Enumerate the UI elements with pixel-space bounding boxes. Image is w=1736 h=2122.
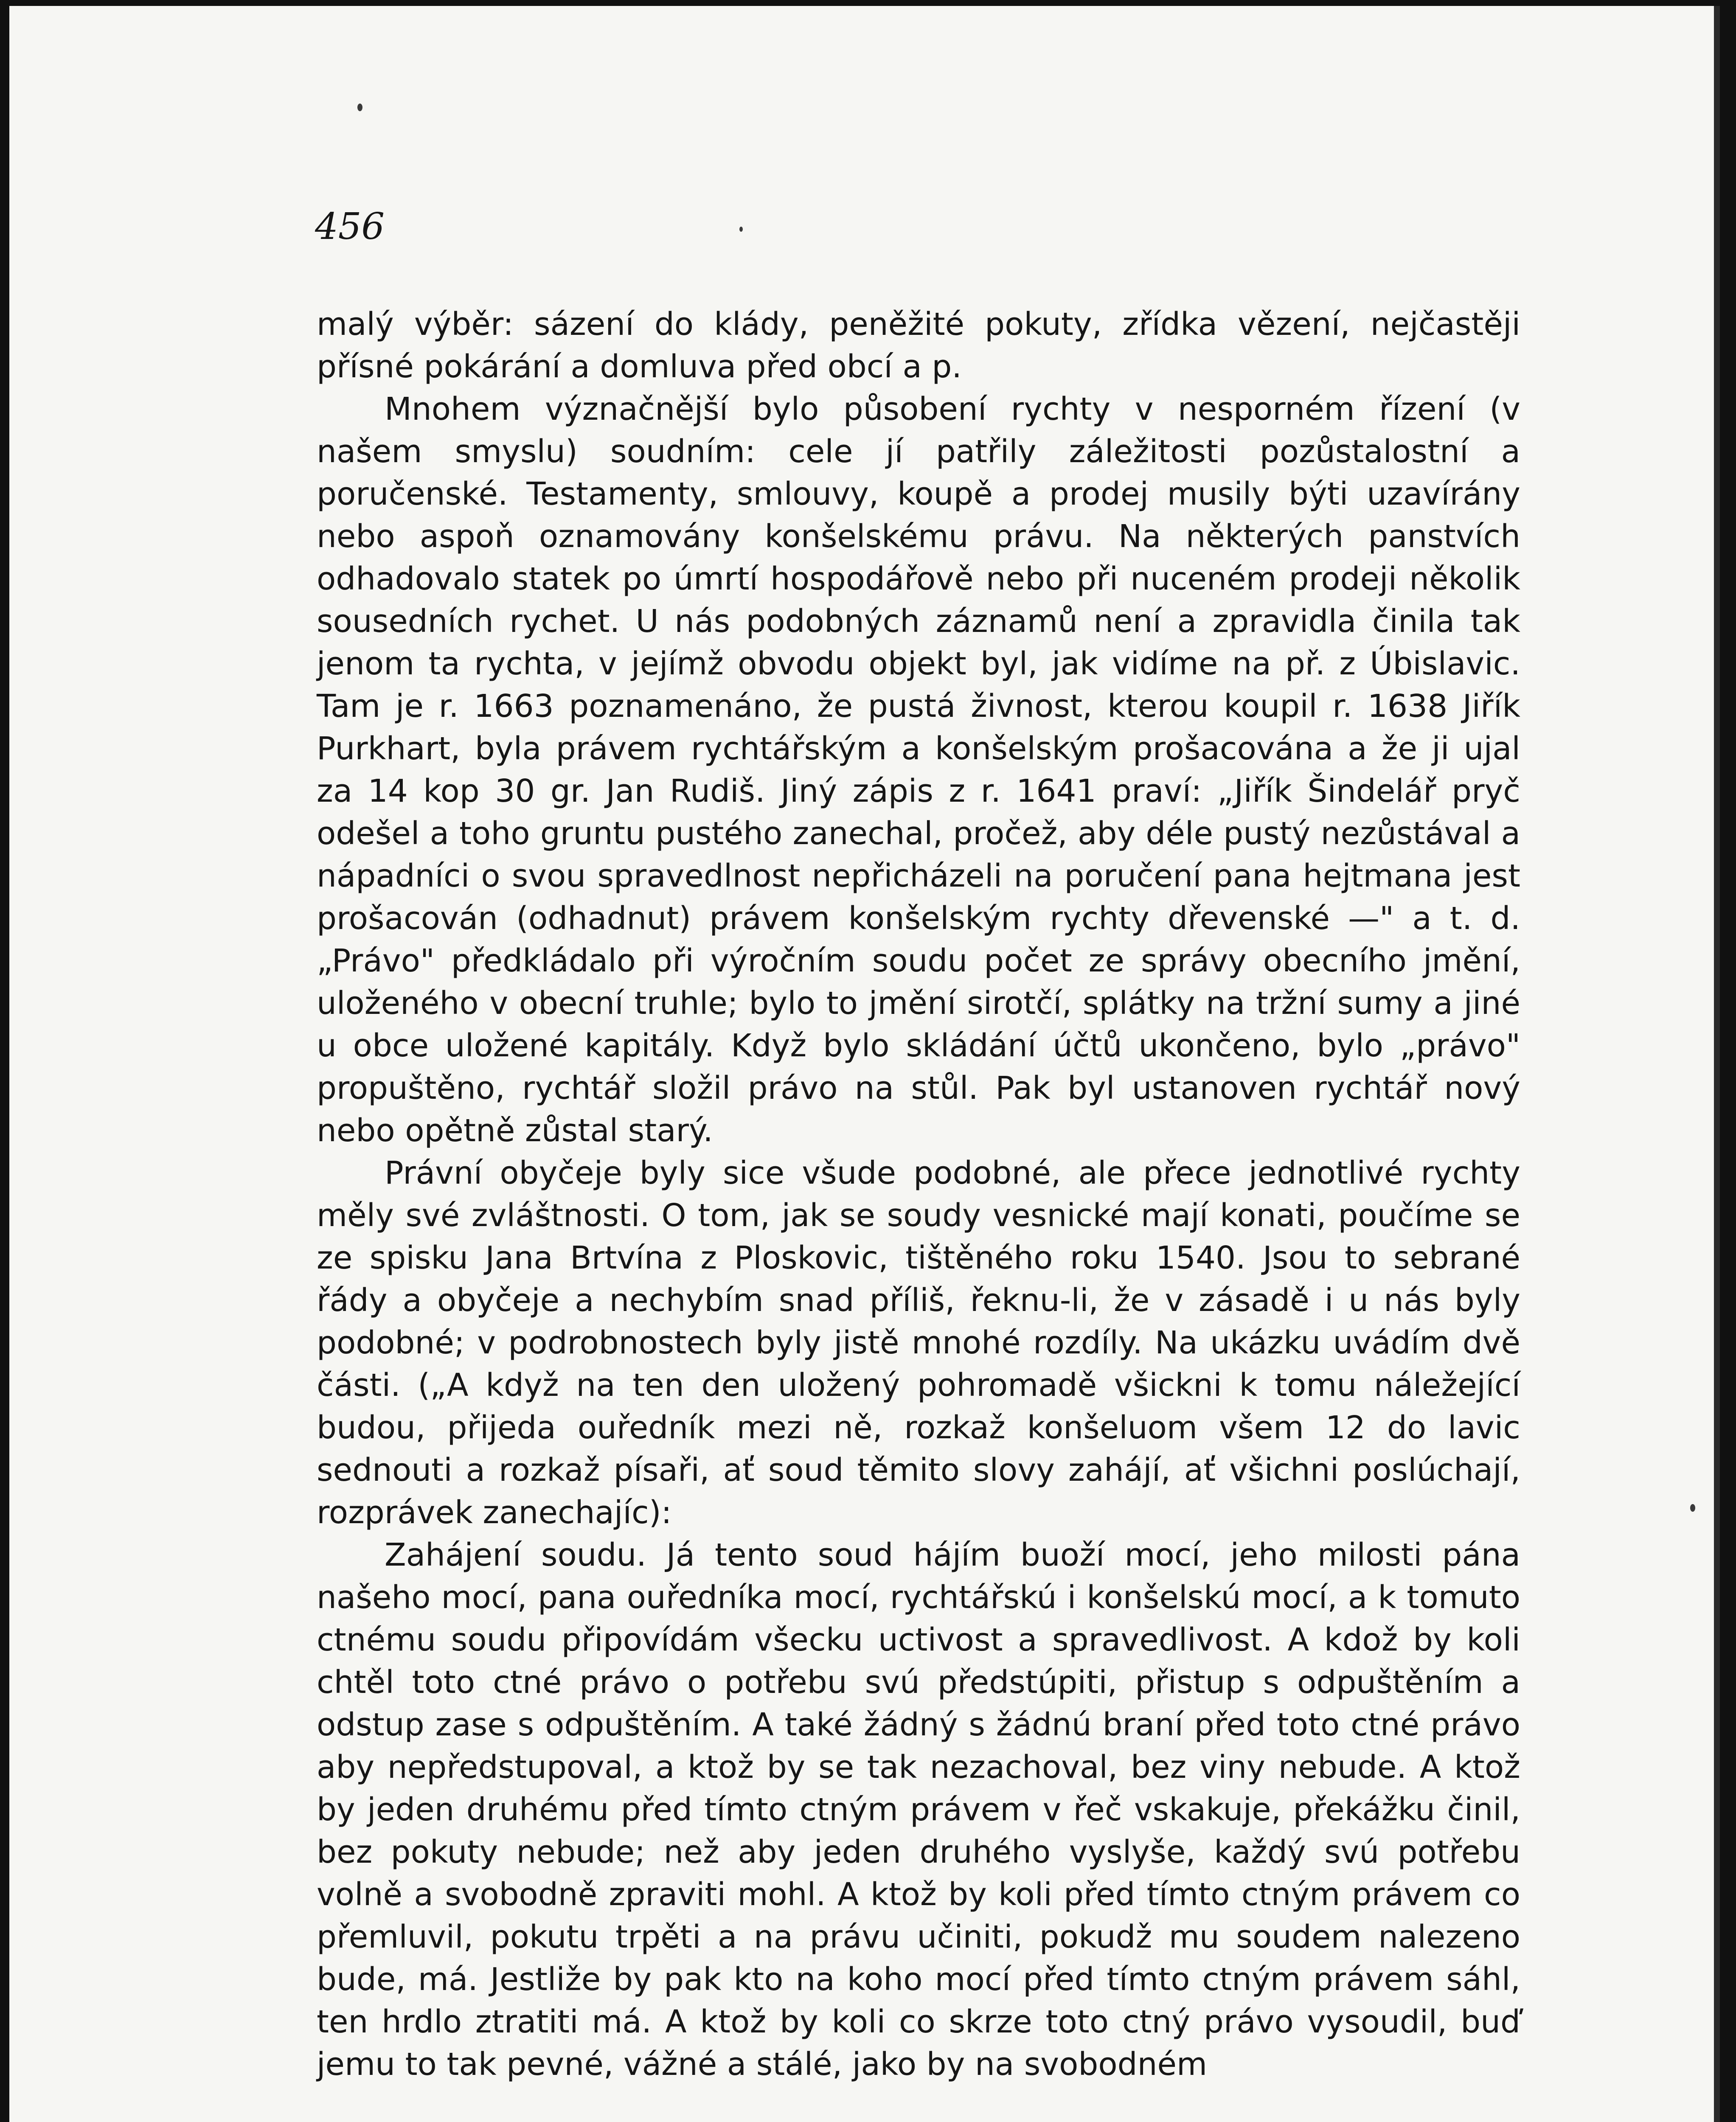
paragraph: malý výběr: sázení do klády, peněžité pokuty, zřídka vězení, nejčastěji přísné pokárání a domluva před obcí a p. [317,306,1520,385]
scan-speck [1690,1504,1695,1512]
page-number: 456 [315,205,385,248]
paragraph: Mnohem význačnější bylo působení rychty v nesporném řízení (v našem smyslu) soudním: cele jí patřily záležitosti pozůstalostní a poručenské. Testamenty, smlouvy, koupě a prodej musily býti uzavírány nebo aspoň oznamovány konšelskému právu. Na některých panstvích odhadovalo statek po úmrtí hospodářově nebo při nuceném prodeji několik sousedních rychet. U nás podobných záznamů není a zpravidla činila tak jenom ta rychta, v jejímž obvodu objekt byl, jak vidíme na př. z Úbislavic. Tam je r. 1663 poznamenáno, že pustá živnost, kterou koupil r. 1638 Jiřík Purkhart, byla právem rychtářským a konšelským prošacována a že ji ujal za 14 kop 30 gr. Jan Rudiš. Jiný zápis z r. 1641 praví: „Jiřík Šindelář pryč odešel a toho gruntu pustého zanechal, pročež, aby déle pustý nezůstával a nápadníci o svou spravedlnost nepřicházeli na poručení pana hejtmana jest prošacován (odhadnut) právem konšelským rychty dřevenské —" a t. d. „Právo" předkládalo při výročním soudu počet ze správy obecního jmění, uloženého v obecní truhle; bylo to jmění sirotčí, splátky na tržní sumy a jiné u obce uložené kapitály. Když bylo skládání účtů ukončeno, bylo „právo" propuštěno, rychtář složil právo na stůl. Pak byl ustanoven rychtář nový nebo opětně zůstal starý. [317,391,1520,1149]
paper-sheet [9,6,1720,2122]
body-text [317,303,1520,2086]
scan-speck [357,104,362,111]
paragraph: Právní obyčeje byly sice všude podobné, ale přece jednotlivé rychty měly své zvláštnosti. O tom, jak se soudy vesnické mají konati, poučíme se ze spisku Jana Brtvína z Ploskovic, tištěného roku 1540. Jsou to sebrané řády a obyčeje a nechybím snad příliš, řeknu-li, že v zásadě i u nás byly podobné; v podrobnostech byly jistě mnohé rozdíly. Na ukázku uvádím dvě části. („A když na ten den uložený pohromadě všickni k tomu náležející budou, přijeda ouředník mezi ně, rozkaž konšeluom všem 12 do lavic sednouti a rozkaž písaři, ať soud těmito slovy zahájí, ať všichni poslúchají, rozprávek zanechajíc): [317,1155,1520,1531]
scan-speck [739,227,743,232]
paragraph: Zahájení soudu. Já tento soud hájím buoží mocí, jeho milosti pána našeho mocí, pana ouředníka mocí, rychtářskú i konšelskú mocí, a k tomuto ctnému soudu připovídám všecku uctivost a spravedlivost. A kdož by koli chtěl toto ctné právo o potřebu svú předstúpiti, přistup s odpuštěním a odstup zase s odpuštěním. A také žádný s žádnú braní před toto ctné právo aby nepředstupoval, a ktož by se tak nezachoval, bez viny nebude. A ktož by jeden druhému před tímto ctným právem v řeč vskakuje, překážku činil, bez pokuty nebude; než aby jeden druhého vyslyše, každý svú potřebu volně a svobodně zpraviti mohl. A ktož by koli před tímto ctným právem co přemluvil, pokutu trpěti a na právu učiniti, pokudž mu soudem nalezeno bude, má. Jestliže by pak kto na koho mocí před tímto ctným právem sáhl, ten hrdlo ztratiti má. A ktož by koli co skrze toto ctný právo vysoudil, buď jemu to tak pevné, vážné a stálé, jako by na svobodném [317,1537,1520,2083]
